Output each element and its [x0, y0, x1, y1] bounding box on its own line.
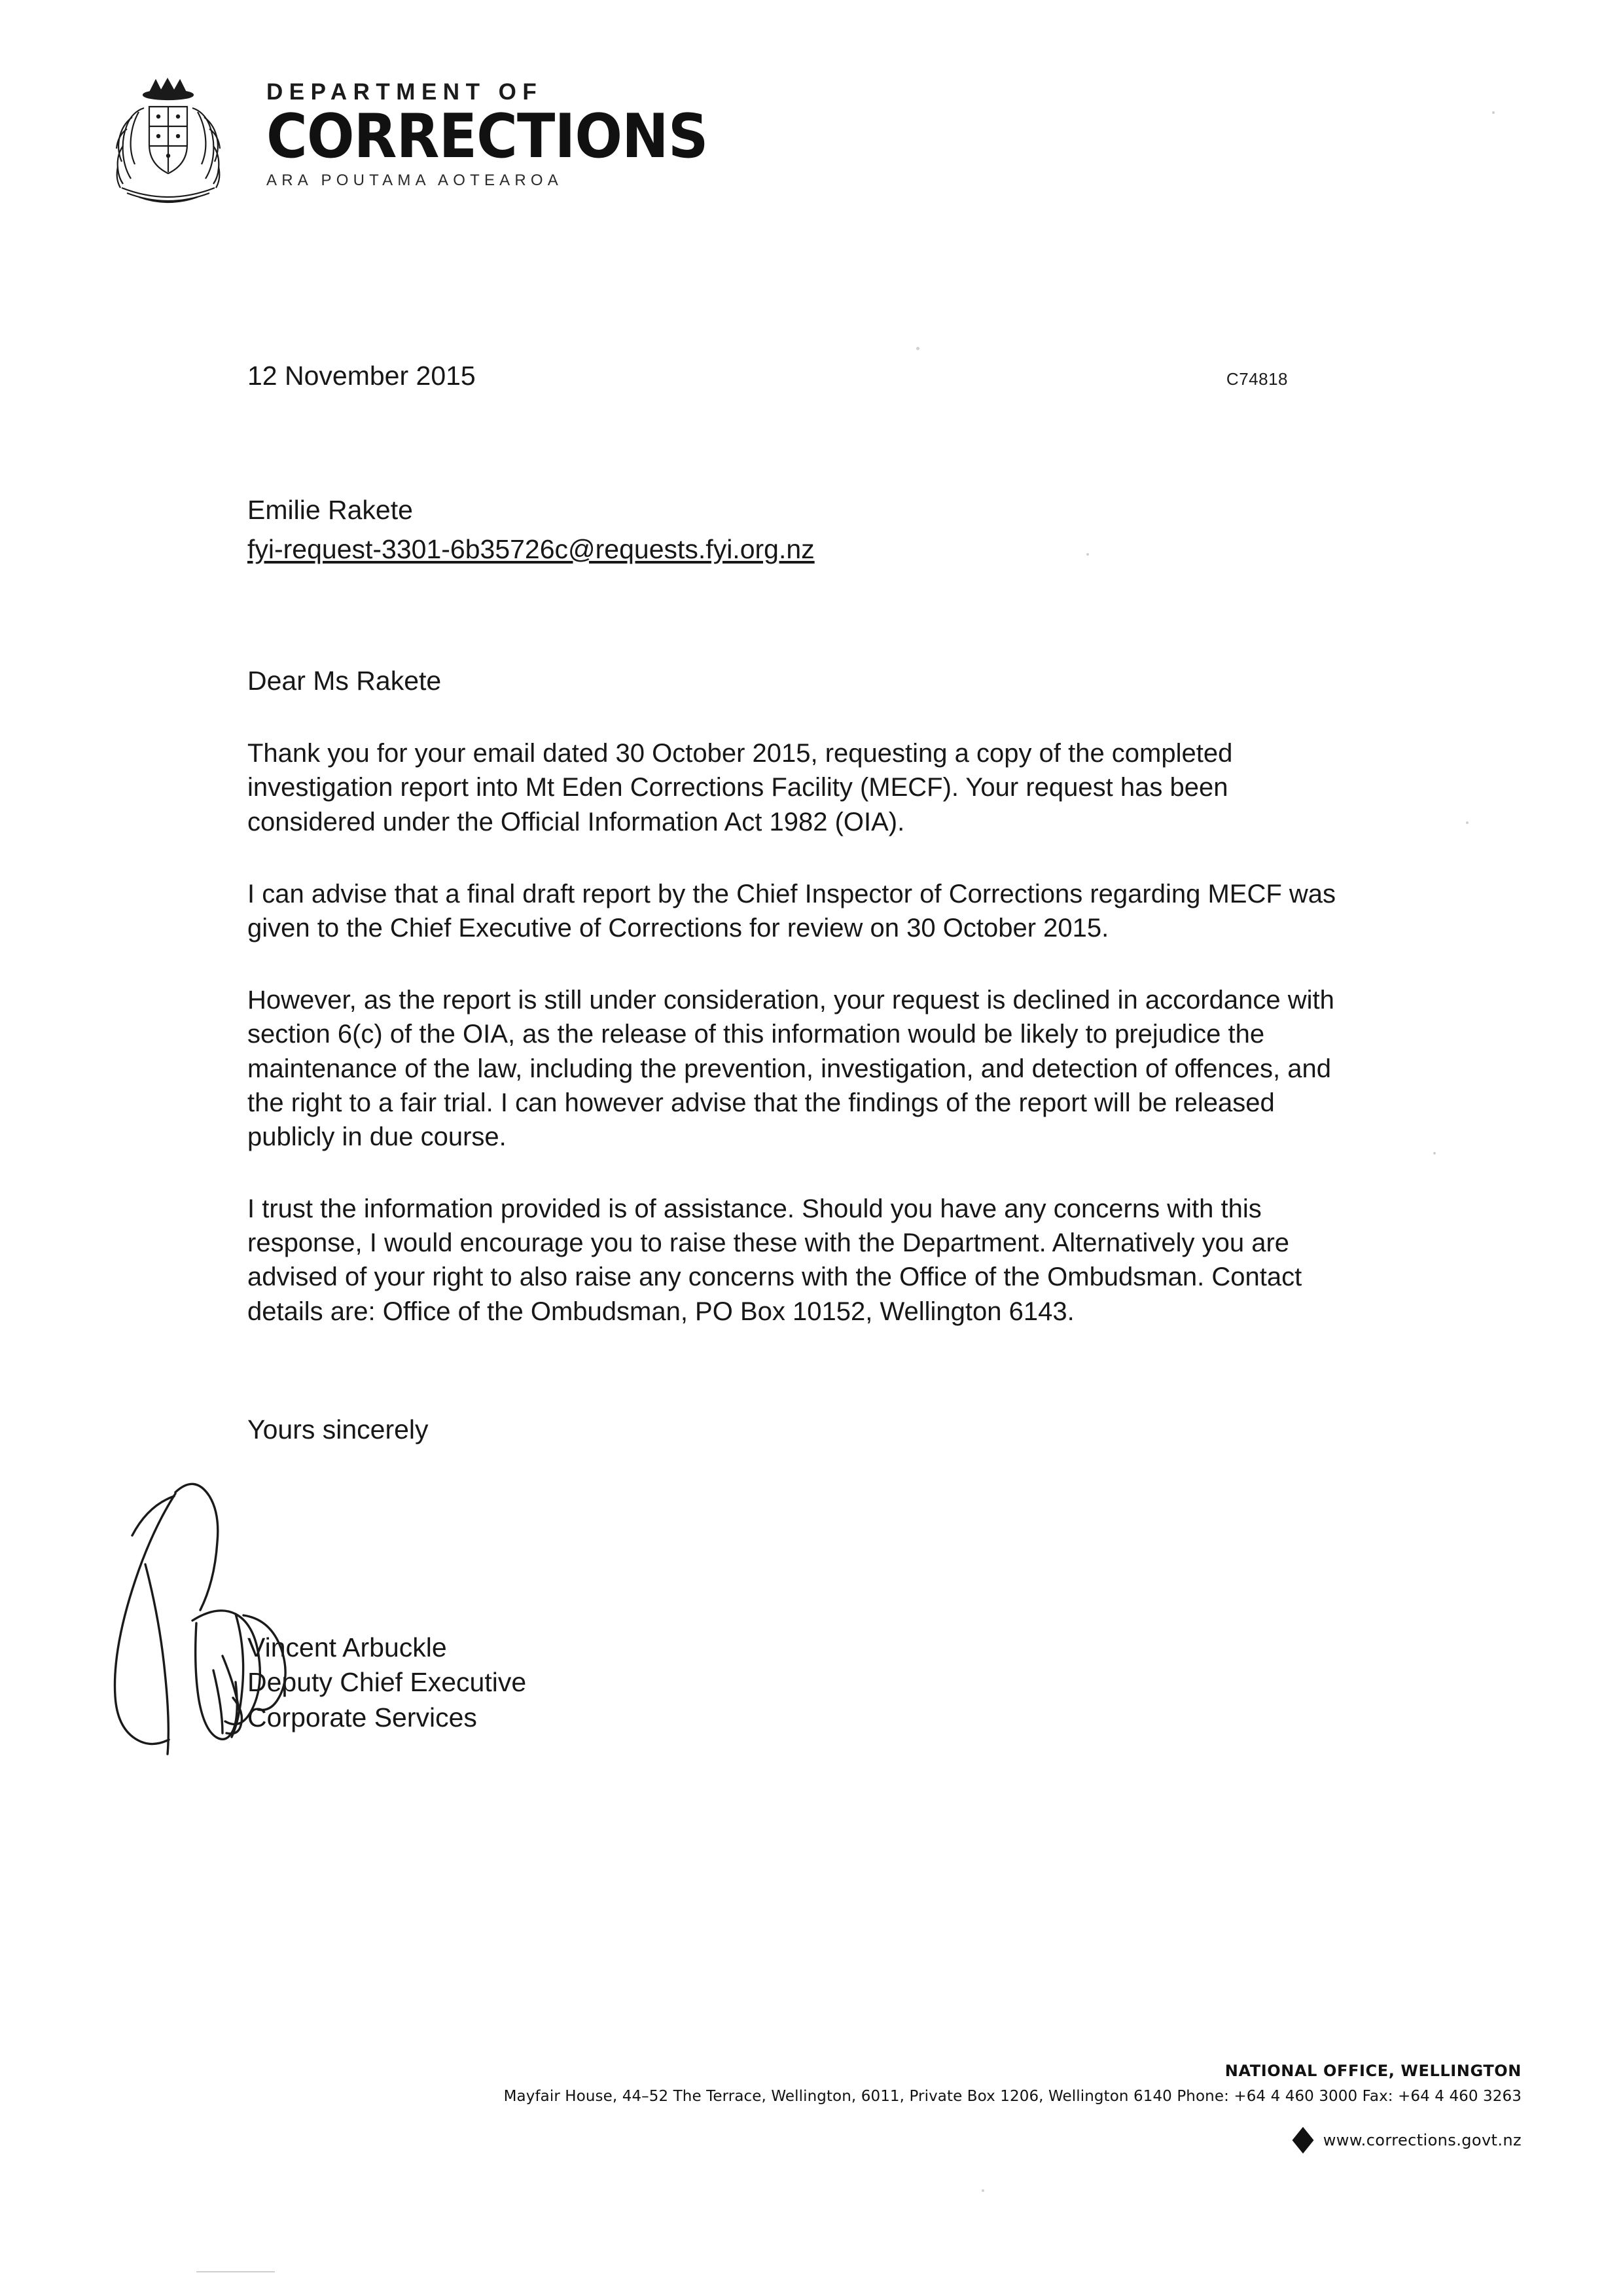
nz-coat-of-arms-icon	[98, 69, 239, 209]
body-paragraph-3: However, as the report is still under consideration, your request is declined in accordance with section 6(c) of the OIA, as the release of this information would be likely to prejudice the maintenance of the law, including the prevention, investigation, and detection of offences, and the right to a fair trial. I can however advise that the findings of the report will be released publicly in due course.	[247, 986, 1334, 1151]
signatory-division: Corporate Services	[247, 1702, 477, 1732]
letterhead	[98, 69, 746, 209]
page-footer	[0, 2062, 1623, 2149]
diamond-bullet-icon	[1292, 2127, 1313, 2154]
signatory-block	[247, 1630, 1360, 1735]
reference-number: C74818	[1226, 369, 1288, 389]
body-paragraph-1: Thank you for your email dated 30 October 2015, requesting a copy of the completed investigation report into Mt Eden Corrections Facility (MECF). Your request has been considered under the Official Information Act 1982 (OIA).	[247, 739, 1233, 836]
footer-address: Mayfair House, 44–52 The Terrace, Wellington, 6011, Private Box 1206, Wellington 6140 Phone: +64 4 460 3000 Fax: +64 4 460 3263	[503, 2088, 1522, 2105]
recipient-name: Emilie Rakete	[247, 495, 413, 526]
scan-speck	[916, 347, 919, 350]
scan-speck	[1086, 553, 1089, 556]
signatory-name: Vincent Arbuckle	[247, 1632, 447, 1663]
recipient-block	[247, 493, 1360, 567]
scan-speck	[196, 2271, 275, 2272]
salutation: Dear Ms Rakete	[247, 665, 442, 696]
recipient-email-link[interactable]: fyi-request-3301-6b35726c@requests.fyi.org.nz	[247, 533, 815, 564]
signatory-title: Deputy Chief Executive	[247, 1667, 527, 1698]
letter-date: 12 November 2015	[247, 361, 476, 391]
footer-website[interactable]	[0, 2131, 1522, 2149]
organisation-name: CORRECTIONS	[266, 101, 708, 171]
date-reference-row	[247, 359, 1360, 393]
closing-line: Yours sincerely	[247, 1414, 429, 1444]
organisation-maori-name: ARA POUTAMA AOTEAROA	[266, 171, 563, 190]
brand-text-block	[266, 69, 746, 190]
body-paragraph-4: I trust the information provided is of assistance. Should you have any concerns with this response, I would encourage you to raise these with the Department. Alternatively you are advised of your right to also raise any concerns with the Office of the Ombudsman. Contact details are: Office of the Ombudsman, PO Box 10152, Wellington 6143.	[247, 1194, 1302, 1326]
letter-body	[247, 359, 1360, 1735]
scan-speck	[1466, 821, 1469, 824]
scan-speck	[1433, 1152, 1436, 1155]
footer-office: NATIONAL OFFICE, WELLINGTON	[1224, 2062, 1522, 2080]
department-label: DEPARTMENT OF	[266, 79, 543, 105]
scan-speck	[1492, 111, 1495, 114]
footer-website-text: www.corrections.govt.nz	[1323, 2131, 1522, 2149]
body-paragraph-2: I can advise that a final draft report by the Chief Inspector of Corrections regarding MECF was given to the Chief Executive of Corrections for review on 30 October 2015.	[247, 879, 1336, 942]
scan-speck	[982, 2189, 984, 2192]
